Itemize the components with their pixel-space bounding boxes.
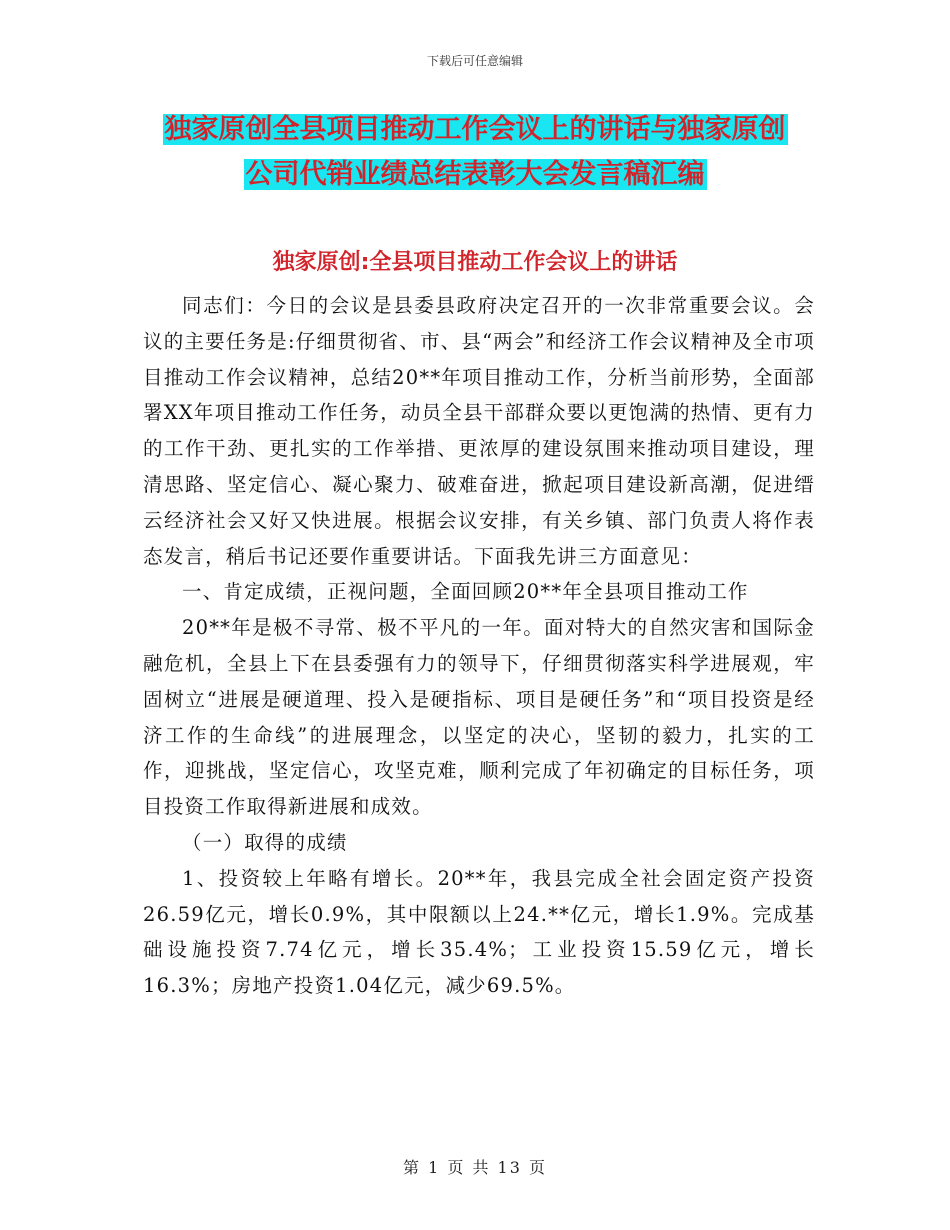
document-title-line-2 (0, 156, 950, 194)
paragraph-year-review: 20**年是极不寻常、极不平凡的一年。面对特大的自然灾害和国际金融危机，全县上下在县委强有力的领导下，仔细贯彻落实科学进展观，牢固树立“进展是硬道理、投入是硬指标、项目是硬任务”和“项目投资是经济工作的生命线”的进展理念，以坚定的决心，坚韧的毅力，扎实的工作，迎挑战，坚定信心，攻坚克难，顺利完成了年初确定的目标任务，项目投资工作取得新进展和成效。 (143, 616, 815, 819)
page-footer: 第 1 页 共 13 页 (403, 1158, 547, 1177)
title-highlight-1: 独家原创全县项目推动工作会议上的讲话与独家原创 (164, 114, 786, 145)
header-note: 下载后可任意编辑 (426, 54, 523, 68)
paragraph-investment-growth: 1、投资较上年略有增长。20**年，我县完成全社会固定资产投资26.59亿元，增长0.9%，其中限额以上24.**亿元，增长1.9%。完成基础设施投资7.74亿元，增长35.4%；工业投资15.59亿元，增长16.3%；房地产投资1.04亿元，减少69.5%。 (143, 866, 815, 998)
paragraph-intro: 同志们：今日的会议是县委县政府决定召开的一次非常重要会议。会议的主要任务是:仔细贯彻省、市、县“两会”和经济工作会议精神及全市项目推动工作会议精神，总结20**年项目推动工作，分析当前形势，全面部署XX年项目推动工作任务，动员全县干部群众要以更饱满的热情、更有力的工作干劲、更扎实的工作举措、更浓厚的建设氛围来推动项目建设，理清思路、坚定信心、凝心聚力、破难奋进，掀起项目建设新高潮，促进缙云经济社会又好又快进展。根据会议安排，有关乡镇、部门负责人将作表态发言，稍后书记还要作重要讲话。下面我先讲三方面意见： (143, 294, 815, 568)
paragraph-achievements-heading: （一）取得的成绩 (182, 830, 348, 854)
body-text (143, 288, 815, 1004)
section-heading: 独家原创:全县项目推动工作会议上的讲话 (272, 250, 678, 275)
title-highlight-2: 公司代销业绩总结表彰大会发言稿汇编 (245, 159, 705, 190)
paragraph-section-one-heading: 一、肯定成绩，正视问题，全面回顾20**年全县项目推动工作 (182, 580, 749, 604)
document-title-line-1 (0, 111, 950, 149)
